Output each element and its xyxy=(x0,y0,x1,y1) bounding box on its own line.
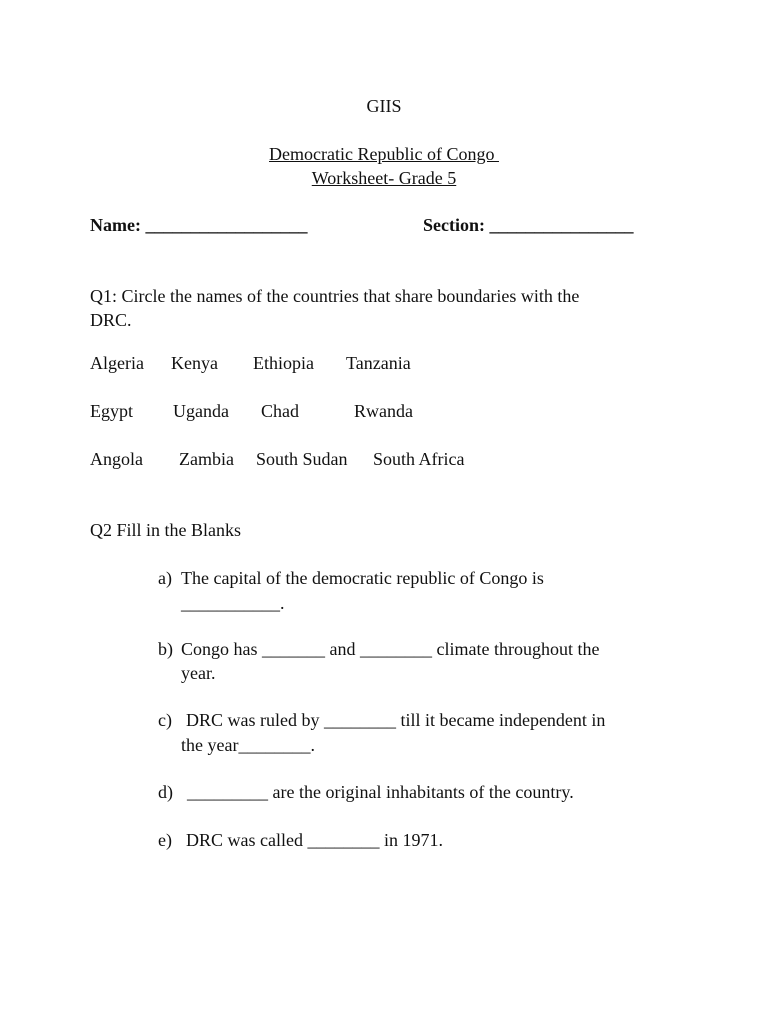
name-field[interactable]: Name: __________________ xyxy=(90,215,308,235)
section-field[interactable]: Section: ________________ xyxy=(423,215,634,235)
q2c-line1[interactable]: DRC was ruled by ________ till it became independent in xyxy=(186,710,606,730)
q2b-line1[interactable]: Congo has _______ and ________ climate throughout the xyxy=(181,639,600,659)
country-rwanda[interactable]: Rwanda xyxy=(354,401,413,421)
country-zambia[interactable]: Zambia xyxy=(179,449,234,469)
country-ethiopia[interactable]: Ethiopia xyxy=(253,353,314,373)
school-name: GIIS xyxy=(366,96,402,116)
country-egypt[interactable]: Egypt xyxy=(90,401,133,421)
country-kenya[interactable]: Kenya xyxy=(171,353,218,373)
country-uganda[interactable]: Uganda xyxy=(173,401,229,421)
q2a-blank[interactable]: ___________. xyxy=(181,593,285,613)
country-tanzania[interactable]: Tanzania xyxy=(346,353,411,373)
worksheet-title xyxy=(0,143,768,165)
q2c-marker: c) xyxy=(158,710,172,730)
country-chad[interactable]: Chad xyxy=(261,401,299,421)
q2a-line1: The capital of the democratic republic of Congo is xyxy=(181,568,544,588)
worksheet-title-line2: Worksheet- Grade 5 xyxy=(311,168,457,188)
country-south-sudan[interactable]: South Sudan xyxy=(256,449,348,469)
q1-prompt-line2: DRC. xyxy=(90,310,132,330)
q2b-marker: b) xyxy=(158,639,173,659)
q2d-line1[interactable]: _________ are the original inhabitants of the country. xyxy=(187,782,574,802)
country-angola[interactable]: Angola xyxy=(90,449,143,469)
q2c-line2[interactable]: the year________. xyxy=(181,735,315,755)
q2d-marker: d) xyxy=(158,782,173,802)
q2a-marker: a) xyxy=(158,568,172,588)
country-algeria[interactable]: Algeria xyxy=(90,353,144,373)
worksheet-subtitle xyxy=(0,167,768,189)
worksheet-title-line1: Democratic Republic of Congo xyxy=(269,144,499,164)
q2e-marker: e) xyxy=(158,830,172,850)
q2b-line2: year. xyxy=(181,663,216,683)
country-south-africa[interactable]: South Africa xyxy=(373,449,465,469)
q2-title: Q2 Fill in the Blanks xyxy=(90,520,242,540)
q1-prompt-line1: Q1: Circle the names of the countries that share boundaries with the xyxy=(90,286,580,306)
q2e-line1[interactable]: DRC was called ________ in 1971. xyxy=(186,830,443,850)
